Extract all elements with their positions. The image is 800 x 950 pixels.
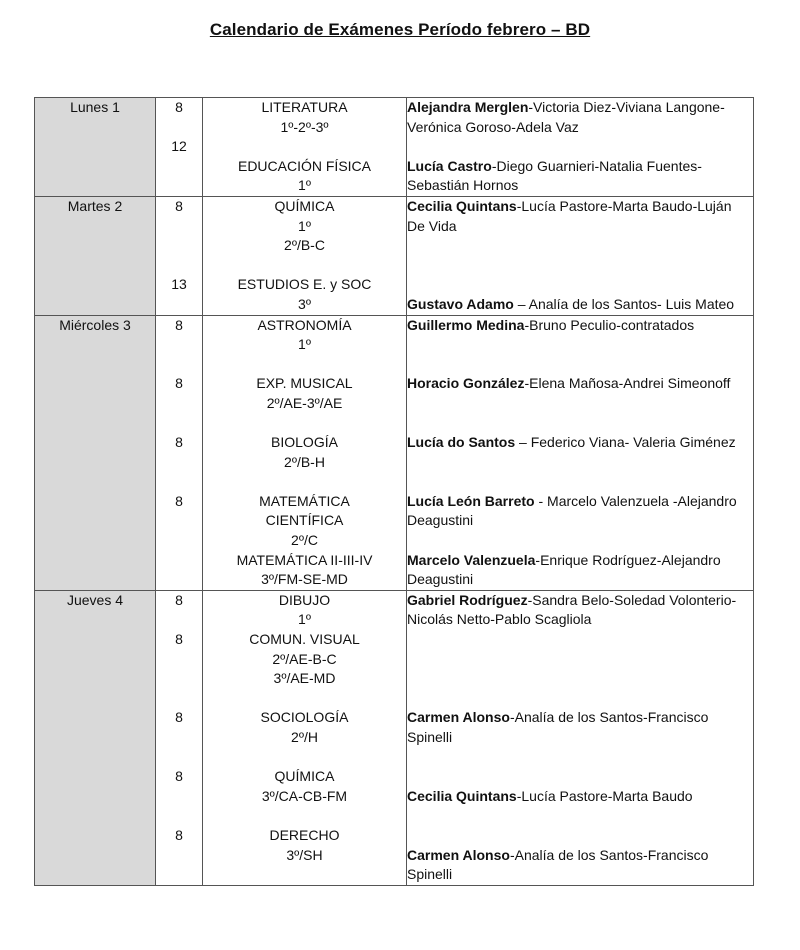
subject-line: 3º/SH <box>286 846 323 863</box>
day-row-martes <box>35 196 754 315</box>
examiner-rest: – Federico Viana- Valeria Giménez <box>515 434 736 451</box>
day-label: Jueves 4 <box>66 591 124 608</box>
examiner-group <box>407 157 753 196</box>
exam-hour: 8 <box>175 768 183 785</box>
examiners-cell <box>407 98 754 197</box>
subject-line: EDUCACIÓN FÍSICA <box>237 157 371 174</box>
exam-hour: 8 <box>175 591 183 608</box>
examiner-rest: – Analía de los Santos- Luis Mateo <box>513 295 735 312</box>
exam-hour: 8 <box>175 99 183 115</box>
subject-line: SOCIOLOGÍA <box>260 709 349 726</box>
examiner-lead: Lucía Castro <box>407 157 492 174</box>
examiner-lead: Lucía do Santos <box>407 434 516 451</box>
subject-line: 2º/AE-3º/AE <box>266 394 343 411</box>
exam-hour: 8 <box>175 492 183 509</box>
examiner-rest: -Sandra Belo-Soledad Volonterio-Nicolás Netto-Pablo Scagliola <box>407 591 737 628</box>
subject-line: 3º/AE-MD <box>273 670 336 687</box>
examiner-group <box>407 787 753 807</box>
day-cell <box>35 196 156 315</box>
subject-cell <box>203 196 407 315</box>
subject-line: MATEMÁTICA II-III-IV <box>236 551 373 568</box>
subject-line: 1º-2º-3º <box>280 118 329 135</box>
subject-line: 1º <box>298 217 311 234</box>
subject-line: 3º/FM-SE-MD <box>261 571 348 588</box>
examiner-lead: Carmen Alonso <box>407 846 510 863</box>
examiner-lead: Horacio González <box>407 375 525 392</box>
subject-line: COMUN. VISUAL <box>249 631 360 648</box>
examiner-lead: Lucía León Barreto <box>407 492 535 509</box>
subject-line: 1º <box>298 177 311 194</box>
subject-line: QUÍMICA <box>274 197 335 214</box>
examiner-lead: Gabriel Rodríguez <box>407 591 528 608</box>
subject-line: 2º/B-C <box>284 237 325 254</box>
day-cell <box>35 315 156 590</box>
subject-line: 1º <box>298 611 311 628</box>
examiner-rest: -Lucía Pastore-Marta Baudo-Luján De Vida <box>407 197 732 234</box>
examiners-cell <box>407 196 754 315</box>
day-cell <box>35 98 156 197</box>
examiner-lead: Alejandra Merglen <box>407 99 529 115</box>
subject-line: 3º <box>298 295 311 312</box>
examiner-rest: -Analía de los Santos-Francisco Spinelli <box>407 709 709 745</box>
examiner-group <box>407 197 753 236</box>
examiner-lead: Cecilia Quintans <box>407 197 517 214</box>
subject-line: 2º/B-H <box>284 453 325 470</box>
day-label: Miércoles 3 <box>59 316 131 333</box>
subject-line: DERECHO <box>269 826 340 843</box>
examiner-lead: Cecilia Quintans <box>407 787 517 804</box>
examiner-lead: Gustavo Adamo <box>407 295 514 312</box>
examiner-group <box>407 433 753 453</box>
subject-line: MATEMÁTICA <box>259 492 350 509</box>
examiner-rest: -Victoria Diez-Viviana Langone-Verónica Goroso-Adela Vaz <box>407 99 725 135</box>
subject-cell <box>203 315 407 590</box>
subject-line: 2º/H <box>291 729 318 745</box>
subject-line: CIENTÍFICA <box>265 512 344 529</box>
subject-line: BIOLOGÍA <box>271 434 338 451</box>
exam-hour: 8 <box>175 375 183 392</box>
subject-line: 3º/CA-CB-FM <box>261 787 348 804</box>
exam-hour: 12 <box>171 138 187 155</box>
examiner-rest: -Enrique Rodríguez-Alejandro Deagustini <box>407 551 721 588</box>
exam-hour: 13 <box>171 276 187 293</box>
examiner-group <box>407 708 753 747</box>
day-cell <box>35 590 156 885</box>
examiner-group <box>407 846 753 885</box>
document-title: Calendario de Exámenes Período febrero – BD <box>209 20 591 39</box>
subject-line: QUÍMICA <box>274 768 335 785</box>
examiner-group <box>407 374 753 394</box>
examiner-rest: - Marcelo Valenzuela -Alejandro Deagustini <box>407 492 737 529</box>
day-label: Lunes 1 <box>70 99 120 115</box>
examiner-group <box>407 316 753 336</box>
day-row-jueves <box>35 590 754 885</box>
examiner-group <box>407 492 753 531</box>
subject-line: LITERATURA <box>261 99 348 115</box>
exam-hour: 8 <box>175 316 183 333</box>
examiner-group <box>407 98 753 137</box>
day-row-miercoles <box>35 315 754 590</box>
examiners-cell <box>407 315 754 590</box>
hour-cell <box>156 98 203 197</box>
examiner-lead: Carmen Alonso <box>407 709 510 726</box>
day-row-lunes <box>35 98 754 197</box>
subject-line: EXP. MUSICAL <box>256 375 353 392</box>
subject-line: DIBUJO <box>278 591 331 608</box>
examiner-group <box>407 551 753 590</box>
subject-cell <box>203 590 407 885</box>
examiner-lead: Guillermo Medina <box>407 316 525 333</box>
examiner-rest: -Analía de los Santos-Francisco Spinelli <box>407 846 709 883</box>
subject-line: 1º <box>298 336 311 353</box>
subject-line: 2º/C <box>291 532 318 549</box>
exam-hour: 8 <box>175 709 183 726</box>
examiner-rest: -Bruno Peculio-contratados <box>524 316 695 333</box>
exam-hour: 8 <box>175 434 183 451</box>
exam-hour: 8 <box>175 631 183 648</box>
subject-line: ESTUDIOS E. y SOC <box>237 276 372 293</box>
hour-cell <box>156 196 203 315</box>
hour-cell <box>156 590 203 885</box>
examiner-group <box>407 591 753 630</box>
examiner-rest: -Elena Mañosa-Andrei Simeonoff <box>524 375 731 392</box>
examiner-rest: -Lucía Pastore-Marta Baudo <box>516 787 693 804</box>
examiner-group <box>407 295 753 315</box>
hour-cell <box>156 315 203 590</box>
subject-cell <box>203 98 407 197</box>
day-label: Martes 2 <box>67 197 123 214</box>
subject-line: 2º/AE-B-C <box>272 650 337 667</box>
exam-hour: 8 <box>175 197 183 214</box>
exam-hour: 8 <box>175 826 183 843</box>
subject-line: ASTRONOMÍA <box>257 316 352 333</box>
examiner-rest: -Diego Guarnieri-Natalia Fuentes-Sebastián Hornos <box>407 157 702 194</box>
exam-calendar-table <box>34 97 754 886</box>
examiners-cell <box>407 590 754 885</box>
examiner-lead: Marcelo Valenzuela <box>407 551 536 568</box>
